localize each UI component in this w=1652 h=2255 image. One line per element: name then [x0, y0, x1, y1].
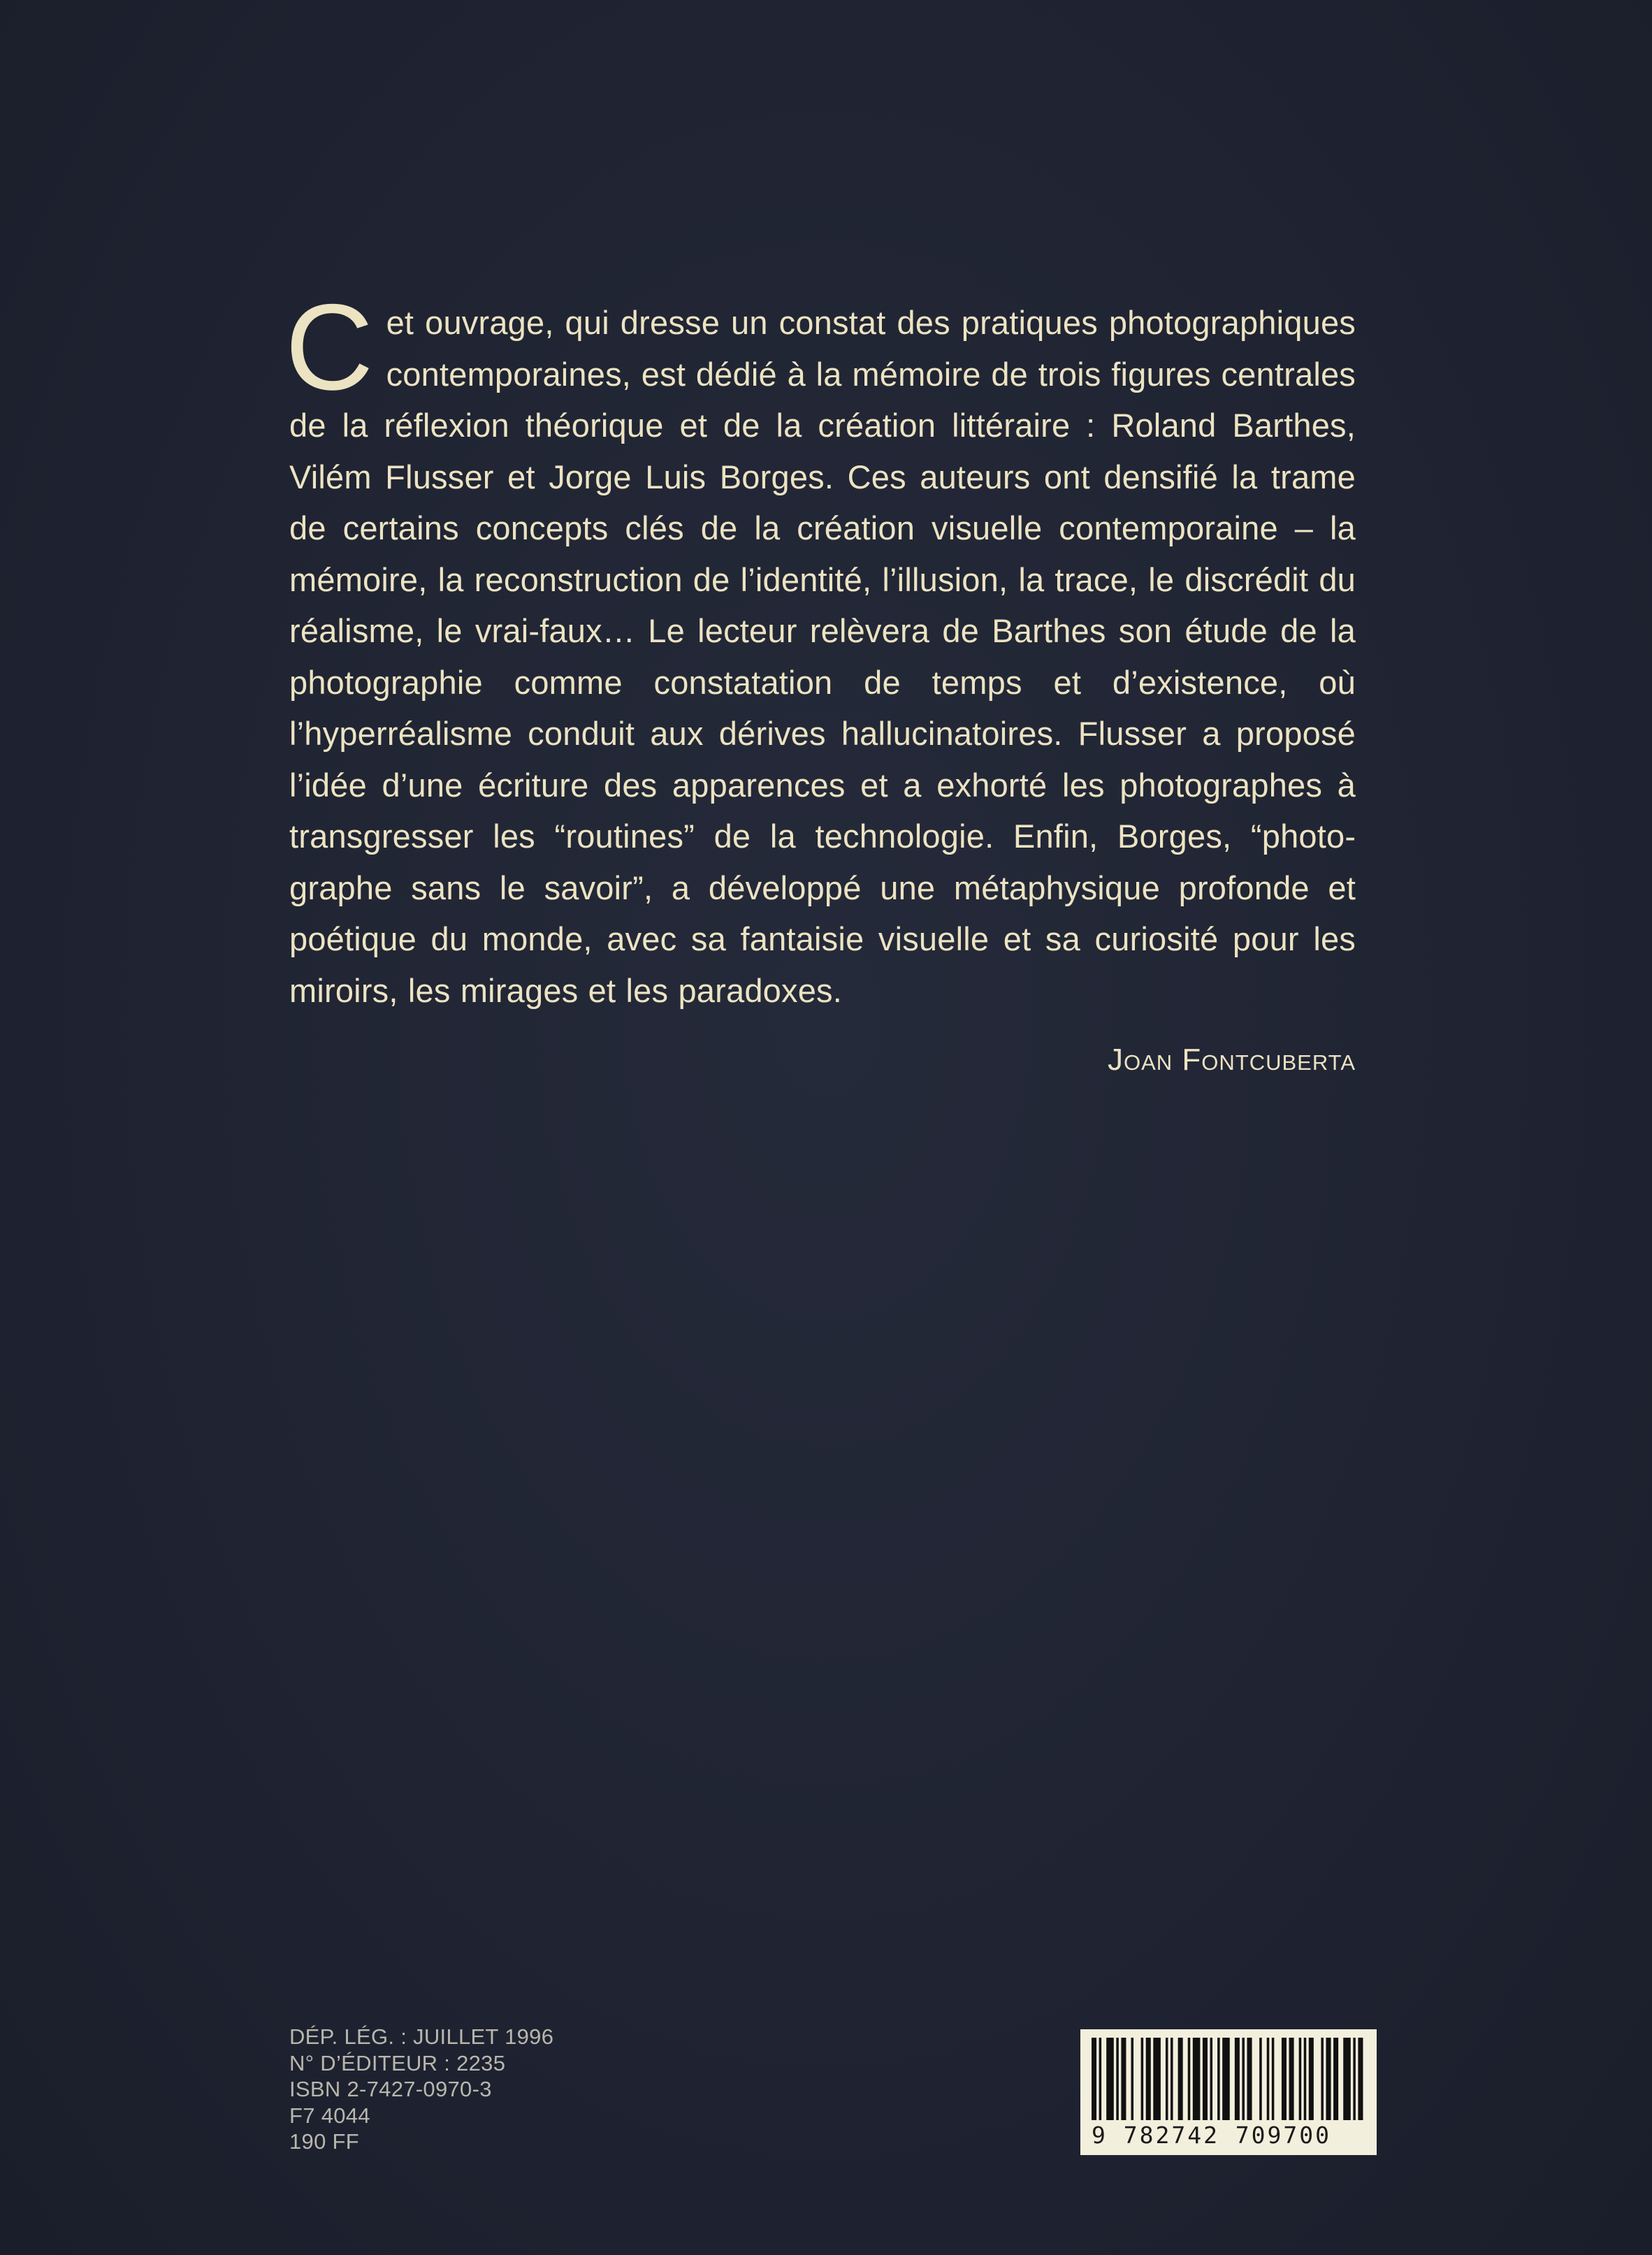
author-signature: Joan Fontcuberta: [1108, 1043, 1356, 1077]
barcode-bar: [1178, 2038, 1183, 2120]
barcode-digits: 9 782742 709700: [1092, 2122, 1332, 2149]
barcode-bar: [1235, 2038, 1240, 2120]
barcode-bar: [1358, 2038, 1363, 2120]
barcode-bar: [1309, 2038, 1314, 2120]
barcode-bar: [1247, 2038, 1252, 2120]
publisher-number: N° D’ÉDITEUR : 2235: [289, 2050, 506, 2075]
blurb-paragraph: [285, 280, 1356, 1016]
blurb-text: et ouvrage, qui dresse un constat des pratiques photographiques contemporaines, est dédié à la mémoire de trois figures centrales de la réflexion théorique et de la création littéraire : Roland Barthes, Vilém Flusser et Jorge Luis Borges. Ces auteurs ont densifié la trame de certains concepts clés de la création visuelle contemporaine – la mémoire, la reconstruction de l’identité, l’illusion, la trace, le discrédit du réalisme, le vrai-faux… Le lecteur relèvera de Barthes son étude de la photographie comme constatation de temps et d’existence, où l’hyperréalisme conduit aux dérives hallucinatoires. Flusser a proposé l’idée d’une écriture des apparences et a exhorté les photographes à transgresser les “routines” de la technologie. Enfin, Borges, “photographe sans le savoir”, a développé une métaphysique profonde et poétique du monde, avec sa fantaisie visuelle et sa curiosité pour les miroirs, les mirages et les paradoxes.: [289, 304, 1356, 1009]
barcode-bar: [1272, 2038, 1275, 2120]
barcode-bars-icon: [1092, 2038, 1365, 2120]
barcode-bar: [1210, 2038, 1213, 2120]
barcode-bar: [1171, 2038, 1173, 2120]
drop-cap: C: [285, 280, 374, 416]
barcode-bar: [1282, 2038, 1287, 2120]
barcode-bar: [1193, 2038, 1201, 2120]
barcode-bar: [1299, 2038, 1302, 2120]
barcode-bar: [1092, 2038, 1096, 2120]
barcode-bar: [1203, 2038, 1208, 2120]
barcode: [1080, 2029, 1377, 2155]
barcode-bar: [1267, 2038, 1270, 2120]
isbn: ISBN 2-7427-0970-3: [289, 2077, 492, 2101]
barcode-bar: [1121, 2038, 1126, 2120]
barcode-bar: [1188, 2038, 1191, 2120]
barcode-bar: [1304, 2038, 1307, 2120]
barcode-bar: [1326, 2038, 1331, 2120]
legal-deposit: DÉP. LÉG. : JUILLET 1996: [289, 2024, 554, 2049]
barcode-bar: [1242, 2038, 1245, 2120]
barcode-bar: [1343, 2038, 1351, 2120]
barcode-bar: [1353, 2038, 1356, 2120]
barcode-bar: [1106, 2038, 1114, 2120]
barcode-bar: [1289, 2038, 1294, 2120]
catalog-code: F7 4044: [289, 2103, 370, 2128]
barcode-bar: [1141, 2038, 1144, 2120]
price: 190 FF: [289, 2129, 360, 2154]
barcode-bar: [1321, 2038, 1324, 2120]
barcode-bar: [1166, 2038, 1168, 2120]
barcode-bar: [1217, 2038, 1220, 2120]
barcode-bar: [1222, 2038, 1230, 2120]
barcode-bar: [1146, 2038, 1151, 2120]
barcode-bar: [1259, 2038, 1262, 2120]
barcode-bar: [1131, 2038, 1134, 2120]
barcode-bar: [1099, 2038, 1102, 2120]
imprint-block: [289, 2024, 553, 2155]
barcode-bar: [1333, 2038, 1338, 2120]
barcode-bar: [1116, 2038, 1119, 2120]
barcode-bar: [1153, 2038, 1161, 2120]
